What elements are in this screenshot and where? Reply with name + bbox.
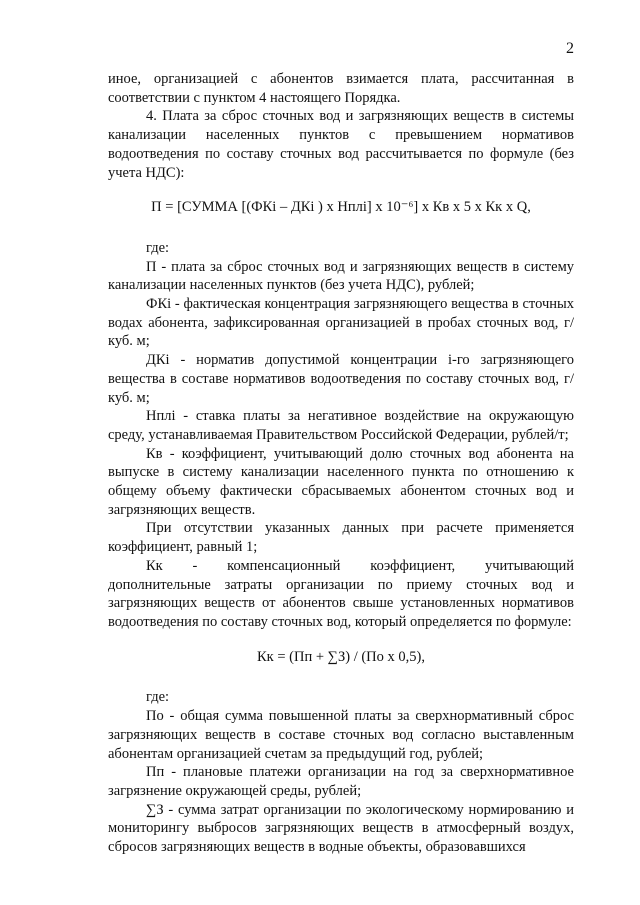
formula: П = [СУММА [(ФКi – ДКi ) х Hплi] х 10⁻⁶] х Кв х 5 х Кк х Q, [151,199,531,216]
paragraph: ДКi - норматив допустимой концентрации i-го загрязняющего вещества в составе нормативов водоотведения по составу сточных вод, г/куб. м; [108,352,574,406]
paragraph: 4. Плата за сброс сточных вод и загрязняющих веществ в системы канализации населенных пунктов с превышением нормативов водоотведения по составу сточных вод рассчитывается по формуле (без учета НДС): [108,108,574,181]
spacer [108,217,574,239]
paragraph: По - общая сумма повышенной платы за сверхнормативный сброс загрязняющих веществ в составе сточных вод согласно выставленным абонентам организацией счетам за предыдущий год, рублей; [108,708,574,762]
paragraph: При отсутствии указанных данных при расчете применяется коэффициент, равный 1; [108,520,574,556]
paragraph: ∑З - сумма затрат организации по экологическому нормированию и мониторингу выбросов загрязняющих веществ в атмосферный воздух, сбросов загрязняющих веществ в водные объекты, образовавшихся [108,801,574,856]
paragraph: Пп - плановые платежи организации на год за сверхнормативное загрязнение окружающей среды, рублей; [108,764,574,799]
spacer [108,632,574,648]
paragraph: Кк - компенсационный коэффициент, учитывающий дополнительные затраты организации по приему сточных вод и загрязняющих веществ от абонентов свыше установленных нормативов водоотведения по составу сточных вод, который определяется по формуле: [108,557,574,630]
paragraph: Hплi - ставка платы за негативное воздействие на окружающую среду, устанавливаемая Правительством Российской Федерации, рублей/т; [108,408,574,443]
page-number: 2 [566,40,574,57]
paragraph: ФКi - фактическая концентрация загрязняющего вещества в сточных водах абонента, зафиксированная организацией в пробах сточных вод, г/куб. м; [108,296,574,350]
paragraph: где: [146,689,170,706]
spacer [108,182,574,198]
paragraph: где: [146,239,170,256]
paragraph: Кв - коэффициент, учитывающий долю сточных вод абонента на выпуске в систему канализации населенного пункта по отношению к общему объему фактически сбрасываемых абонентом сточных вод и загрязняющих веществ. [108,445,574,518]
paragraph: П - плата за сброс сточных вод и загрязняющих веществ в систему канализации населенных пунктов (без учета НДС), рублей; [108,258,574,294]
document-body [108,70,574,857]
spacer [108,666,574,688]
formula: Кк = (Пп + ∑З) / (По х 0,5), [257,648,425,665]
paragraph: иное, организацией с абонентов взимается плата, рассчитанная в соответствии с пунктом 4 настоящего Порядка. [108,71,574,106]
